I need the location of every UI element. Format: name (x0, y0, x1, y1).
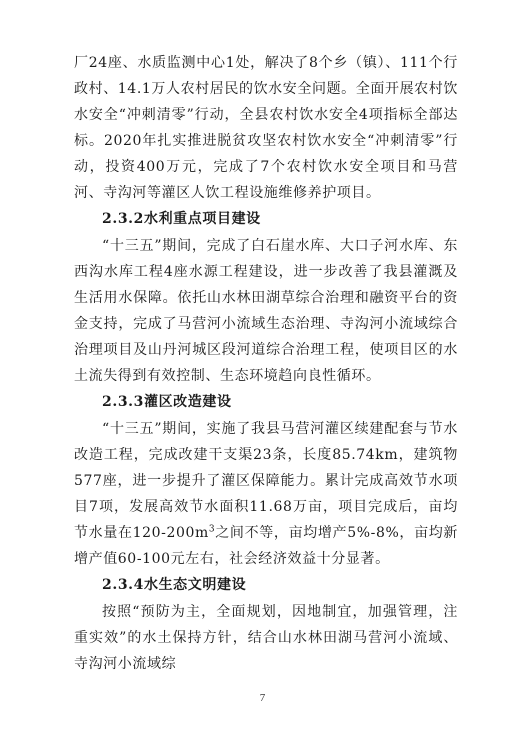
paragraph-text: “十三五”期间，完成了白石崖水库、大口子河水库、东西沟水库工程4座水源工程建设，进一步改善了我县灌溉及生活用水保障。依托山水林田湖草综合治理和融资平台的资金支持，完成了马营河小流域生态治理、寺沟河小流域综合治理项目及山丹河城区段河道综合治理工程，使项目区的水土流失得到有效控制、生态环境趋向良性循环。 (74, 238, 458, 384)
paragraph-text-before-sup: “十三五”期间，实施了我县马营河灌区续建配套与节水改造工程，完成改建干支渠23条，长度85.74km，建筑物577座，进一步提升了灌区保障能力。累计完成高效节水项目7项，发展高效节水面积11.68万亩，项目完成后，亩均节水量在120-200m (74, 421, 458, 541)
section-heading-2-3-3 (74, 389, 458, 416)
section-number: 2.3.2 (102, 211, 144, 227)
page-number: 7 (259, 692, 266, 704)
section-number: 2.3.4 (102, 577, 144, 593)
paragraph-irrigation-renovation (74, 416, 458, 572)
section-title: 灌区改造建设 (143, 394, 232, 410)
superscript: 3 (208, 524, 216, 535)
section-number: 2.3.3 (102, 394, 144, 410)
page-body (74, 50, 458, 677)
section-heading-2-3-2 (74, 206, 458, 233)
section-heading-2-3-4 (74, 572, 458, 599)
paragraph-key-projects (74, 233, 458, 389)
paragraph-text: 厂24座、水质监测中心1处，解决了8个乡（镇）、111个行政村、14.1万人农村居民的饮水安全问题。全面开展农村饮水安全“冲刺清零”行动，全县农村饮水安全4项指标全部达标。2020年扎实推进脱贫攻坚农村饮水安全“冲刺清零”行动，投资400万元，完成了7个农村饮水安全项目和马营河、寺沟河等灌区人饮工程设施维修养护项目。 (74, 55, 458, 201)
section-title: 水生态文明建设 (143, 577, 247, 593)
paragraph-text-after-sup: 之间不等，亩均增产5%-8%，亩均新增产值60-100元左右，社会经济效益十分显著。 (74, 525, 458, 567)
section-title: 水利重点项目建设 (143, 211, 261, 227)
paragraph-water-supply-continued (74, 50, 458, 206)
paragraph-ecological-civilization (74, 599, 458, 677)
paragraph-text: 按照“预防为主，全面规划，因地制宜，加强管理，注重实效”的水土保持方针，结合山水林田湖马营河小流域、寺沟河小流域综 (74, 604, 458, 672)
